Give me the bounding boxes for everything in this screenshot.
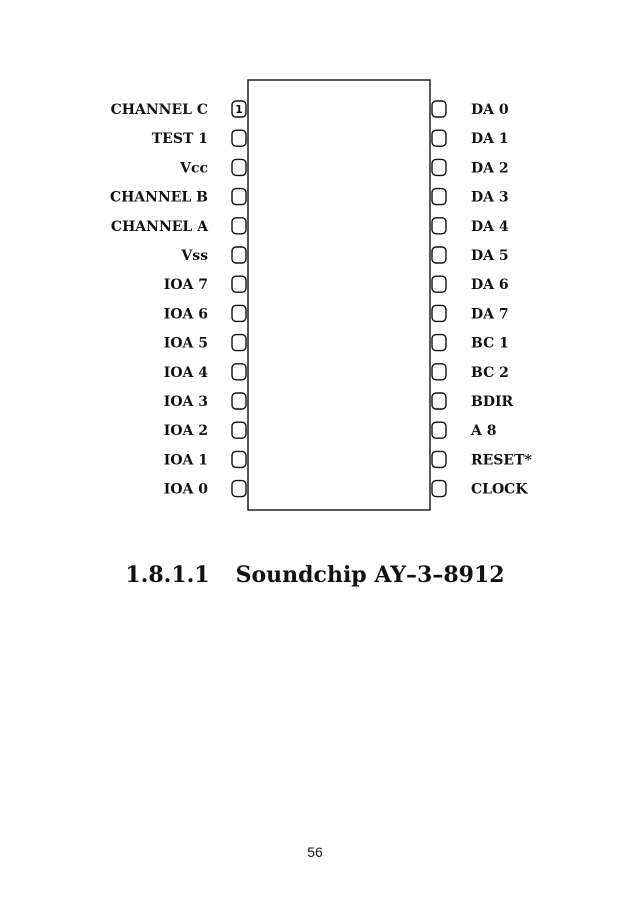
left-pin-box-channel-b: [232, 189, 246, 205]
right-pin-label-reset: RESET*: [471, 452, 532, 469]
right-pin-label-da-6: DA 6: [471, 277, 509, 294]
right-pin-box-bc-1: [432, 335, 446, 351]
right-pin-box-da-7: [432, 305, 446, 321]
right-pin-box-da-1: [432, 130, 446, 146]
right-pin-label-da-3: DA 3: [471, 189, 509, 206]
left-pin-label-channel-c: CHANNEL C: [110, 102, 208, 118]
right-pin-label-a-8: A 8: [471, 423, 497, 440]
left-pin-label-ioa-6: IOA 6: [163, 306, 208, 323]
right-pin-label-bc-2: BC 2: [471, 364, 509, 381]
caption-title: Soundchip AY–3–8912: [235, 562, 505, 588]
right-pin-box-da-5: [432, 247, 446, 263]
left-pin-box-test-1: [232, 130, 246, 146]
right-pin-label-da-7: DA 7: [471, 306, 509, 323]
left-pin-box-vss: [232, 247, 246, 263]
left-pin-label-ioa-5: IOA 5: [163, 335, 208, 352]
right-pin-box-da-2: [432, 159, 446, 175]
page-number: 56: [307, 844, 323, 860]
pin-one-marker: 1: [235, 103, 243, 116]
right-pin-label-da-2: DA 2: [471, 160, 509, 177]
right-pin-box-bc-2: [432, 364, 446, 380]
figure-caption: [0, 562, 630, 588]
right-pin-label-clock: CLOCK: [471, 481, 528, 498]
right-pin-column: [432, 101, 533, 498]
right-pin-box-da-6: [432, 276, 446, 292]
left-pin-label-test-1: TEST 1: [151, 131, 208, 148]
left-pin-label-channel-a: CHANNEL A: [110, 218, 208, 235]
left-pin-box-ioa-2: [232, 422, 246, 438]
left-pin-box-vcc: [232, 159, 246, 175]
left-pin-box-ioa-0: [232, 481, 246, 497]
right-pin-label-da-5: DA 5: [471, 248, 509, 264]
right-pin-box-da-4: [432, 218, 446, 234]
right-pin-label-bc-1: BC 1: [471, 335, 509, 352]
right-pin-label-da-4: DA 4: [471, 218, 509, 235]
left-pin-label-vcc: Vcc: [180, 160, 208, 177]
left-pin-box-ioa-3: [232, 393, 246, 409]
right-pin-box-reset: [432, 451, 446, 467]
left-pin-label-vss: Vss: [181, 248, 208, 264]
left-pin-label-channel-b: CHANNEL B: [109, 189, 208, 206]
right-pin-label-bdir: BDIR: [471, 394, 514, 410]
section-number: 1.8.1.1: [125, 562, 210, 588]
left-pin-label-ioa-3: IOA 3: [163, 394, 208, 410]
left-pin-label-ioa-7: IOA 7: [163, 277, 208, 294]
left-pin-box-ioa-1: [232, 451, 246, 467]
left-pin-box-ioa-4: [232, 364, 246, 380]
left-pin-label-ioa-0: IOA 0: [163, 481, 208, 498]
left-pin-box-ioa-7: [232, 276, 246, 292]
right-pin-box-da-3: [432, 189, 446, 205]
left-pin-box-channel-a: [232, 218, 246, 234]
right-pin-box-a-8: [432, 422, 446, 438]
left-pin-box-ioa-5: [232, 335, 246, 351]
left-pin-label-ioa-2: IOA 2: [163, 423, 208, 440]
right-pin-box-bdir: [432, 393, 446, 409]
left-pin-label-ioa-1: IOA 1: [163, 452, 208, 469]
right-pin-box-da-0: [432, 101, 446, 117]
right-pin-box-clock: [432, 481, 446, 497]
right-pin-label-da-1: DA 1: [471, 131, 509, 148]
chip-body: [248, 80, 430, 510]
left-pin-box-ioa-6: [232, 305, 246, 321]
right-pin-label-da-0: DA 0: [471, 102, 509, 118]
left-pin-label-ioa-4: IOA 4: [163, 364, 208, 381]
left-pin-column: [110, 101, 246, 498]
